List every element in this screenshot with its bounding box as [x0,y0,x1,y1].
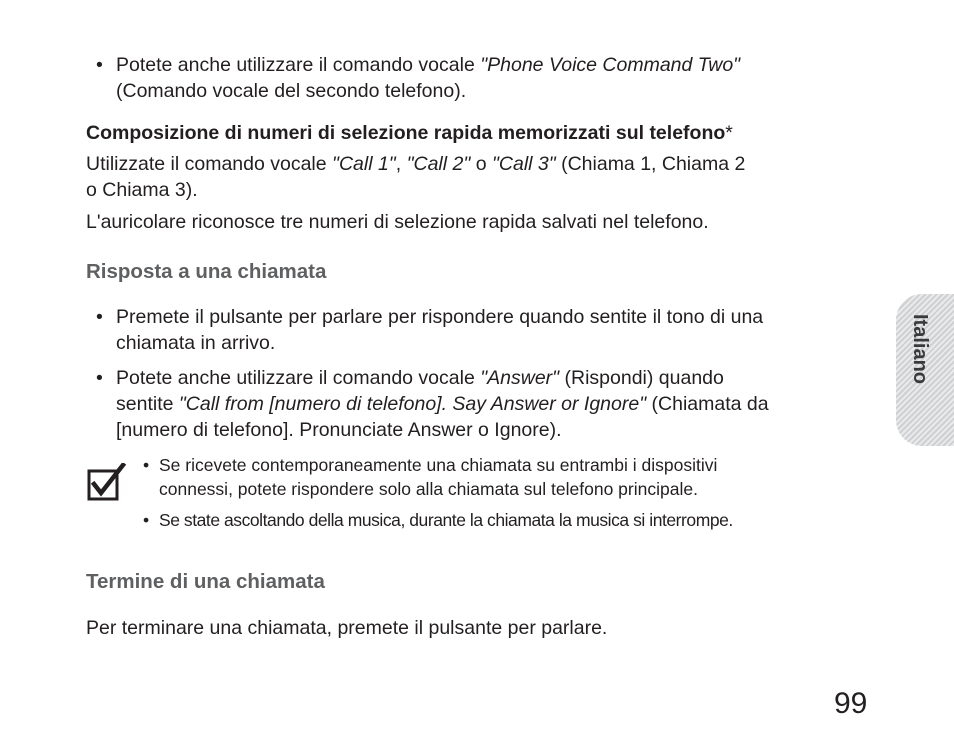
voice-command-two-line1: Potete anche utilizzare il comando vocale "Phone Voice Command Two" [116,54,741,76]
checkbox-note-icon [87,463,127,501]
answer-bullet-2-line3: [numero di telefono]. Pronunciate Answer o Ignore). [116,419,562,441]
answer-bullet-2-line2: sentite "Call from [numero di telefono]. Say Answer or Ignore" (Chiamata da [116,393,769,415]
bullet-dot: • [143,455,150,475]
speed-dial-heading: Composizione di numeri di selezione rapida memorizzati sul telefono* [86,122,733,144]
voice-command-two-phrase: "Phone Voice Command Two" [480,54,741,76]
bullet-dot: • [96,306,103,328]
speed-dial-paragraph [86,151,876,203]
bullet-dot: • [96,54,103,76]
answer-bullet-1-line2: chiamata in arrivo. [116,332,276,354]
answer-section-title: Risposta a una chiamata [86,260,327,283]
note-2-text: Se state ascoltando della musica, durante la chiamata la musica si interrompe. [159,510,733,530]
answer-bullet-2-line1: Potete anche utilizzare il comando vocale "Answer" (Rispondi) quando [116,367,724,389]
speed-dial-note: L'auricolare riconosce tre numeri di selezione rapida salvati nel telefono. [86,211,709,233]
bullet-dot: • [96,367,103,389]
language-label: Italiano [909,314,931,385]
bullet-dot: • [143,510,150,530]
note-1-line2: connessi, potete rispondere solo alla chiamata sul telefono principale. [159,479,698,499]
note-1-line1: Se ricevete contemporaneamente una chiamata su entrambi i dispositivi [159,455,718,475]
speed-dial-line1: Utilizzate il comando vocale "Call 1", "Call 2" o "Call 3" (Chiama 1, Chiama 2 [86,153,746,175]
end-section-text: Per terminare una chiamata, premete il pulsante per parlare. [86,617,608,639]
page-number: 99 [834,687,868,720]
voice-command-two-line2: (Comando vocale del secondo telefono). [116,80,467,102]
answer-bullet-1-line1: Premete il pulsante per parlare per rispondere quando sentite il tono di una [116,306,764,328]
end-section-title: Termine di una chiamata [86,570,325,593]
speed-dial-line2: o Chiama 3). [86,179,198,201]
